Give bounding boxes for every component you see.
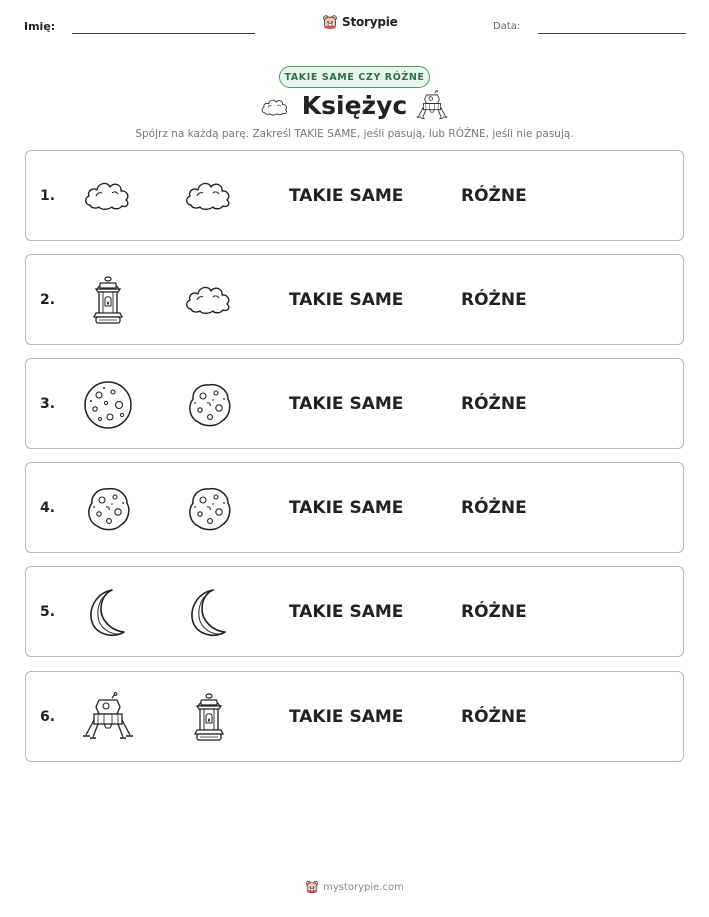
lunar-lander-icon xyxy=(82,692,134,744)
storypie-bear-icon xyxy=(305,880,319,894)
question-row xyxy=(25,150,684,241)
name-line[interactable] xyxy=(72,33,255,34)
brand-logo xyxy=(322,14,398,30)
footer-url: mystorypie.com xyxy=(323,881,404,893)
question-number: 4. xyxy=(40,500,56,516)
different-option[interactable]: RÓŻNE xyxy=(461,186,527,206)
question-number: 3. xyxy=(40,396,56,412)
cloud-icon xyxy=(183,275,235,327)
question-number: 2. xyxy=(40,292,56,308)
name-label: Imię: xyxy=(24,20,56,33)
worksheet-type-badge: TAKIE SAME CZY RÓŻNE xyxy=(279,66,430,88)
question-row xyxy=(25,462,684,553)
lantern-icon xyxy=(82,275,134,327)
lantern-icon xyxy=(183,692,235,744)
question-row xyxy=(25,566,684,657)
asteroid-icon xyxy=(183,483,235,535)
same-option[interactable]: TAKIE SAME xyxy=(289,602,404,622)
different-option[interactable]: RÓŻNE xyxy=(461,707,527,727)
asteroid-icon xyxy=(82,483,134,535)
cloud-icon xyxy=(82,171,134,223)
question-row xyxy=(25,358,684,449)
question-row xyxy=(25,254,684,345)
same-option[interactable]: TAKIE SAME xyxy=(289,290,404,310)
page-title: Księżyc xyxy=(301,91,408,120)
question-number: 5. xyxy=(40,604,56,620)
different-option[interactable]: RÓŻNE xyxy=(461,394,527,414)
footer xyxy=(0,880,709,894)
question-row xyxy=(25,671,684,762)
instructions: Spójrz na każdą parę. Zakreśl TAKIE SAME, jeśli pasują, lub RÓŻNE, jeśli nie pasują. xyxy=(135,128,574,140)
full-moon-icon xyxy=(82,379,134,431)
same-option[interactable]: TAKIE SAME xyxy=(289,498,404,518)
different-option[interactable]: RÓŻNE xyxy=(461,498,527,518)
same-option[interactable]: TAKIE SAME xyxy=(289,394,404,414)
cloud-icon xyxy=(183,171,235,223)
different-option[interactable]: RÓŻNE xyxy=(461,290,527,310)
brand-name: Storypie xyxy=(342,15,398,29)
storypie-bear-icon xyxy=(322,14,338,30)
question-number: 6. xyxy=(40,709,56,725)
same-option[interactable]: TAKIE SAME xyxy=(289,186,404,206)
different-option[interactable]: RÓŻNE xyxy=(461,602,527,622)
same-option[interactable]: TAKIE SAME xyxy=(289,707,404,727)
crescent-moon-icon xyxy=(183,587,235,639)
asteroid-icon xyxy=(183,379,235,431)
crescent-moon-icon xyxy=(82,587,134,639)
date-line[interactable] xyxy=(538,33,686,34)
question-number: 1. xyxy=(40,188,56,204)
lunar-lander-icon xyxy=(416,90,448,122)
date-label: Data: xyxy=(493,21,521,32)
